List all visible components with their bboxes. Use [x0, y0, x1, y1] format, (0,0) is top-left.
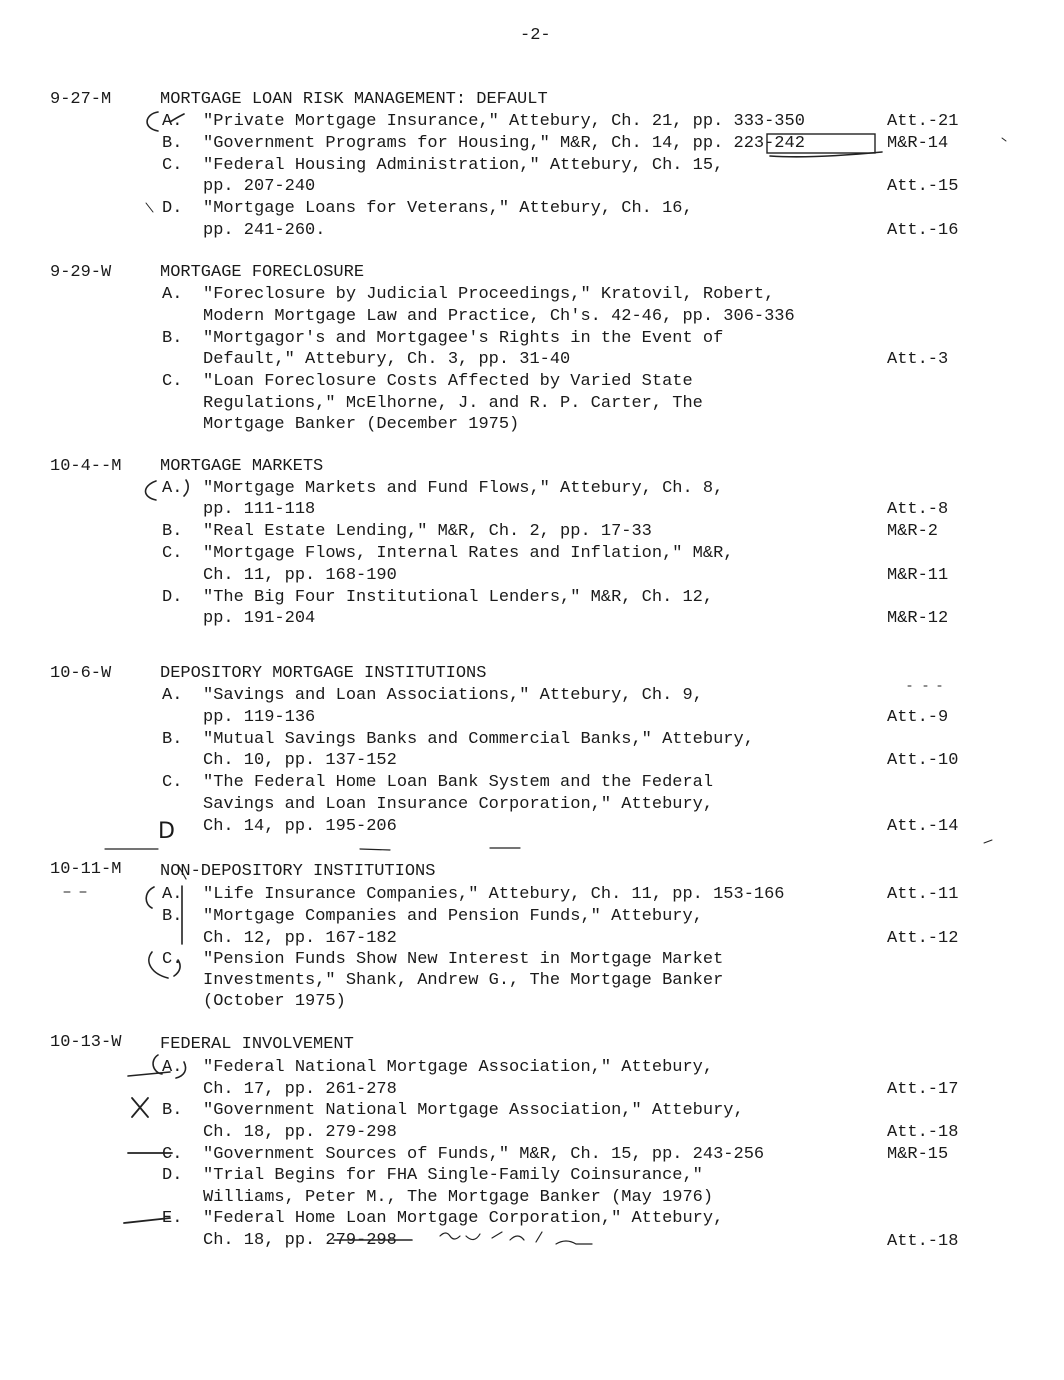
item-text-continued: (October 1975) — [203, 992, 346, 1011]
item-text: "Mortgage Flows, Internal Rates and Inflation," M&R, — [203, 544, 734, 563]
item-text: "Government National Mortgage Association," Attebury, — [203, 1101, 744, 1120]
item-letter: B. — [162, 907, 183, 926]
item-text: "Mortgagor's and Mortgagee's Rights in the Event of — [203, 329, 724, 348]
item-text-continued: Modern Mortgage Law and Practice, Ch's. 42-46, pp. 306-336 — [203, 307, 795, 326]
item-letter: A. — [162, 1058, 183, 1077]
item-reference: M&R-15 — [887, 1145, 949, 1164]
item-text-continued: Williams, Peter M., The Mortgage Banker (May 1976) — [203, 1188, 714, 1207]
item-text-continued: Ch. 17, pp. 261-278 — [203, 1080, 397, 1099]
item-text: "Real Estate Lending," M&R, Ch. 2, pp. 17-33 — [203, 522, 652, 541]
item-reference: Att.-11 — [887, 885, 959, 904]
item-letter-handwritten: D — [158, 819, 175, 844]
item-text-continued: Mortgage Banker (December 1975) — [203, 415, 520, 434]
item-text-continued: pp. 119-136 — [203, 708, 316, 727]
item-reference: Att.-17 — [887, 1080, 959, 1099]
session-title: MORTGAGE MARKETS — [160, 457, 324, 476]
item-text-continued: Ch. 12, pp. 167-182 — [203, 929, 397, 948]
item-text-continued: Ch. 18, pp. 279-298 — [203, 1123, 397, 1142]
item-text: "Savings and Loan Associations," Attebury, Ch. 9, — [203, 686, 703, 705]
item-text: "Federal Home Loan Mortgage Corporation," Attebury, — [203, 1209, 724, 1228]
item-letter: B. — [162, 1101, 183, 1120]
session-date: 10-4--M — [50, 457, 122, 476]
item-letter: A. — [162, 885, 183, 904]
item-text: "Pension Funds Show New Interest in Mortgage Market — [203, 950, 724, 969]
item-text: "Government Sources of Funds," M&R, Ch. 15, pp. 243-256 — [203, 1145, 765, 1164]
item-text: "Mutual Savings Banks and Commercial Banks," Attebury, — [203, 730, 754, 749]
item-text: "The Big Four Institutional Lenders," M&R, Ch. 12, — [203, 588, 714, 607]
item-text: "Mortgage Markets and Fund Flows," Attebury, Ch. 8, — [203, 479, 724, 498]
item-reference: Att.-9 — [887, 708, 949, 727]
session-date: 10-6-W — [50, 664, 112, 683]
item-reference: Att.-10 — [887, 751, 959, 770]
session-date: 10-13-W — [50, 1033, 122, 1052]
item-text: "Private Mortgage Insurance," Attebury, Ch. 21, pp. 333-350 — [203, 112, 805, 131]
item-reference: Att.-8 — [887, 500, 949, 519]
item-text-continued: Savings and Loan Insurance Corporation," Attebury, — [203, 795, 714, 814]
session-date: 9-29-W — [50, 263, 112, 282]
item-letter: B. — [162, 134, 183, 153]
item-letter: D. — [162, 199, 183, 218]
session-title: DEPOSITORY MORTGAGE INSTITUTIONS — [160, 664, 487, 683]
session-date: 9-27-M — [50, 90, 112, 109]
item-text-continued: pp. 241-260. — [203, 221, 326, 240]
item-text: "The Federal Home Loan Bank System and the Federal — [203, 773, 714, 792]
item-reference: M&R-2 — [887, 522, 939, 541]
page-number: -2- — [520, 26, 551, 45]
item-letter: C. — [162, 372, 183, 391]
item-letter: C. — [162, 544, 183, 563]
item-reference: Att.-14 — [887, 817, 959, 836]
item-text: "Foreclosure by Judicial Proceedings," Kratovil, Robert, — [203, 285, 775, 304]
item-text-continued: Investments," Shank, Andrew G., The Mortgage Banker — [203, 971, 724, 990]
item-text: "Life Insurance Companies," Attebury, Ch. 11, pp. 153-166 — [203, 885, 785, 904]
item-reference: Att.-15 — [887, 177, 959, 196]
item-letter: D. — [162, 588, 183, 607]
session-title: MORTGAGE LOAN RISK MANAGEMENT: DEFAULT — [160, 90, 548, 109]
item-text-continued: Default," Attebury, Ch. 3, pp. 31-40 — [203, 350, 571, 369]
item-reference: Att.-21 — [887, 112, 959, 131]
item-text-continued: Ch. 10, pp. 137-152 — [203, 751, 397, 770]
item-reference: M&R-12 — [887, 609, 949, 628]
item-text: "Government Programs for Housing," M&R, Ch. 14, pp. 223-242 — [203, 134, 805, 153]
item-text-continued: pp. 191-204 — [203, 609, 316, 628]
item-letter: B. — [162, 730, 183, 749]
item-text-continued: Ch. 18, pp. 279-298 — [203, 1231, 397, 1250]
item-text-continued: Ch. 14, pp. 195-206 — [203, 817, 397, 836]
item-text-continued: pp. 111-118 — [203, 500, 316, 519]
item-letter: C. — [162, 1145, 183, 1164]
item-letter: D. — [162, 1166, 183, 1185]
item-letter: A. — [162, 479, 183, 498]
item-text-continued: Ch. 11, pp. 168-190 — [203, 566, 397, 585]
item-letter: A. — [162, 112, 183, 131]
item-reference: Att.-3 — [887, 350, 949, 369]
session-title: MORTGAGE FORECLOSURE — [160, 263, 365, 282]
item-text: "Trial Begins for FHA Single-Family Coinsurance," — [203, 1166, 703, 1185]
item-letter: A. — [162, 285, 183, 304]
item-reference: M&R-11 — [887, 566, 949, 585]
item-reference: Att.-18 — [887, 1123, 959, 1142]
item-letter: A. — [162, 686, 183, 705]
item-letter: C. — [162, 773, 183, 792]
item-letter: E. — [162, 1209, 183, 1228]
item-text: "Mortgage Companies and Pension Funds," Attebury, — [203, 907, 703, 926]
item-letter: C. — [162, 156, 183, 175]
item-reference: Att.-12 — [887, 929, 959, 948]
session-date: 10-11-M — [50, 860, 122, 879]
item-text: "Federal Housing Administration," Attebury, Ch. 15, — [203, 156, 724, 175]
item-text: "Federal National Mortgage Association," Attebury, — [203, 1058, 714, 1077]
item-letter: C. — [162, 950, 183, 969]
item-reference: Att.-16 — [887, 221, 959, 240]
item-reference: M&R-14 — [887, 134, 949, 153]
item-text-continued: Regulations," McElhorne, J. and R. P. Carter, The — [203, 394, 703, 413]
session-title: NON-DEPOSITORY INSTITUTIONS — [160, 862, 436, 881]
item-letter: B. — [162, 329, 183, 348]
item-reference: Att.-18 — [887, 1232, 959, 1251]
item-text: "Mortgage Loans for Veterans," Attebury, Ch. 16, — [203, 199, 693, 218]
item-text: "Loan Foreclosure Costs Affected by Varied State — [203, 372, 693, 391]
item-text-continued: pp. 207-240 — [203, 177, 316, 196]
session-title: FEDERAL INVOLVEMENT — [160, 1035, 354, 1054]
item-letter: B. — [162, 522, 183, 541]
